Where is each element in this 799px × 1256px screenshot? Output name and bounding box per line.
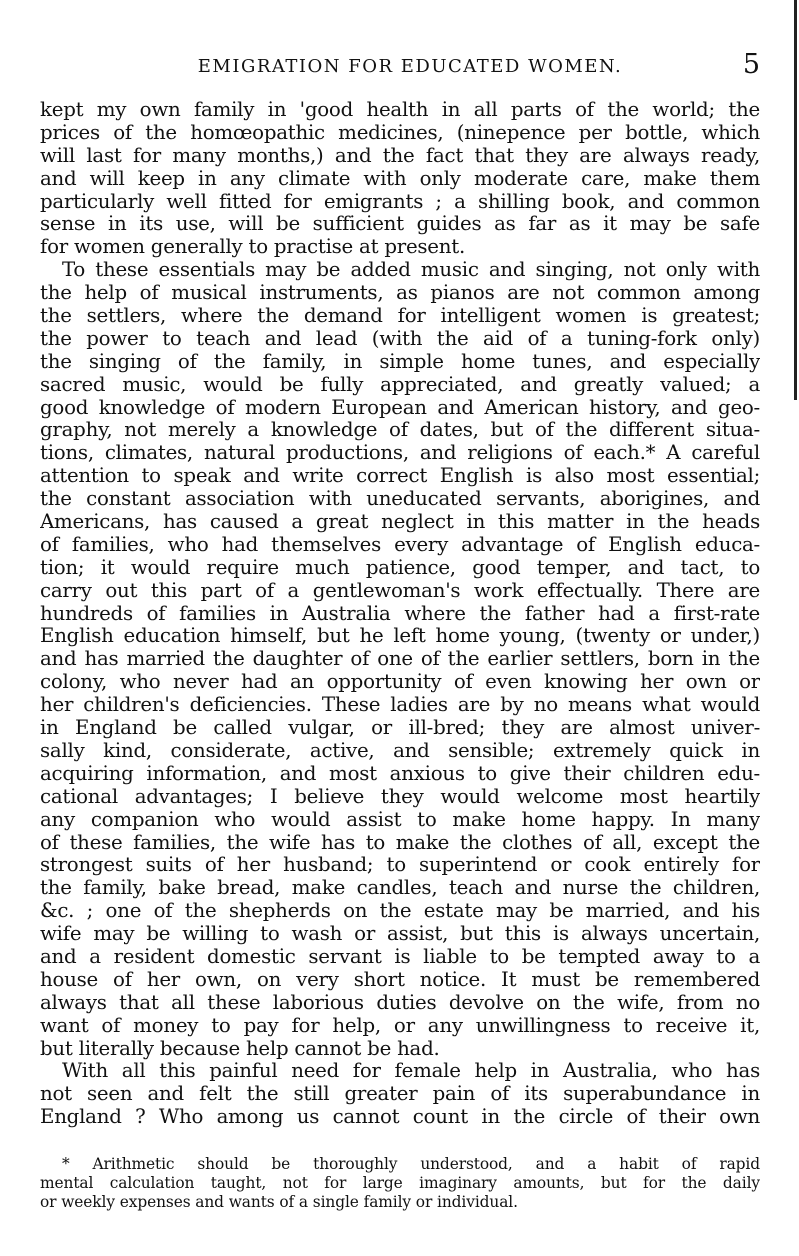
text-line: carry out this part of a gentlewoman's work effectually. There are <box>40 579 760 602</box>
footnote-line: mental calculation taught, not for large imaginary amounts, but for the daily <box>40 1174 760 1192</box>
text-line: To these essentials may be added music and singing, not only with <box>62 259 760 282</box>
text-line: &c. ; one of the shepherds on the estate may be married, and his <box>40 900 760 923</box>
text-line: the settlers, where the demand for intelligent women is greatest; <box>40 305 760 328</box>
text-line: house of her own, on very short notice. It must be remembered <box>40 968 760 991</box>
text-line: cational advantages; I believe they would welcome most heartily <box>40 785 760 808</box>
text-line: prices of the homœopathic medicines, (ninepence per bottle, which <box>40 121 760 144</box>
text-line: but literally because help cannot be had. <box>40 1037 440 1060</box>
text-line: the help of musical instruments, as pianos are not common among <box>40 282 760 305</box>
text-line: of these families, the wife has to make the clothes of all, except the <box>40 831 760 854</box>
running-title: EMIGRATION FOR EDUCATED WOMEN. <box>197 56 623 77</box>
body-text <box>40 99 760 1129</box>
text-line: Americans, has caused a great neglect in this matter in the heads <box>40 511 760 534</box>
text-line: tion; it would require much patience, good temper, and tact, to <box>40 556 760 579</box>
text-line: good knowledge of modern European and American history, and geo- <box>40 396 760 419</box>
text-line: any companion who would assist to make home happy. In many <box>40 808 760 831</box>
text-line: hundreds of families in Australia where the father had a first-rate <box>40 602 760 625</box>
text-line: With all this painful need for female help in Australia, who has <box>62 1060 760 1083</box>
text-line: sally kind, considerate, active, and sensible; extremely quick in <box>40 739 760 762</box>
text-line: strongest suits of her husband; to superintend or cook entirely for <box>40 854 760 877</box>
text-line: England ? Who among us cannot count in the circle of their own <box>40 1106 760 1129</box>
text-line: not seen and felt the still greater pain of its superabundance in <box>40 1083 760 1106</box>
text-line: attention to speak and write correct English is also most essential; <box>40 465 760 488</box>
page-number: 5 <box>742 49 760 80</box>
text-line: English education himself, but he left home young, (twenty or under,) <box>40 625 760 648</box>
text-line: the family, bake bread, make candles, teach and nurse the children, <box>40 877 760 900</box>
text-line: and will keep in any climate with only moderate care, make them <box>40 167 760 190</box>
page-header <box>40 50 760 84</box>
text-line: of families, who had themselves every advantage of English educa- <box>40 533 760 556</box>
text-line: colony, who never had an opportunity of even knowing her own or <box>40 671 760 694</box>
text-line: the constant association with uneducated servants, aborigines, and <box>40 488 760 511</box>
text-line: graphy, not merely a knowledge of dates, but of the different situa- <box>40 419 760 442</box>
text-line: will last for many months,) and the fact that they are always ready, <box>40 144 760 167</box>
text-line: in England be called vulgar, or ill-bred; they are almost univer- <box>40 717 760 740</box>
text-line: wife may be willing to wash or assist, but this is always uncertain, <box>40 923 760 946</box>
footnote-line: or weekly expenses and wants of a single family or individual. <box>40 1193 518 1211</box>
text-line: the power to teach and lead (with the aid of a tuning-fork only) <box>40 327 760 350</box>
text-line: want of money to pay for help, or any unwillingness to receive it, <box>40 1014 760 1037</box>
text-line: the singing of the family, in simple home tunes, and especially <box>40 350 760 373</box>
text-line: particularly well fitted for emigrants ; a shilling book, and common <box>40 190 760 213</box>
text-line: and has married the daughter of one of the earlier settlers, born in the <box>40 648 760 671</box>
footnote <box>40 1155 760 1212</box>
text-line: always that all these laborious duties devolve on the wife, from no <box>40 991 760 1014</box>
text-line: sacred music, would be fully appreciated, and greatly valued; a <box>40 373 760 396</box>
text-line: sense in its use, will be sufficient guides as far as it may be safe <box>40 213 760 236</box>
text-line: for women generally to practise at present. <box>40 236 465 259</box>
footnote-line: * Arithmetic should be thoroughly understood, and a habit of rapid <box>62 1155 760 1173</box>
page-edge-rule <box>794 0 797 400</box>
text-line: her children's deficiencies. These ladies are by no means what would <box>40 694 760 717</box>
text-line: and a resident domestic servant is liable to be tempted away to a <box>40 945 760 968</box>
text-line: kept my own family in 'good health in all parts of the world; the <box>40 99 760 121</box>
text-line: tions, climates, natural productions, and religions of each.* A careful <box>40 442 760 465</box>
text-line: acquiring information, and most anxious to give their children edu- <box>40 762 760 785</box>
